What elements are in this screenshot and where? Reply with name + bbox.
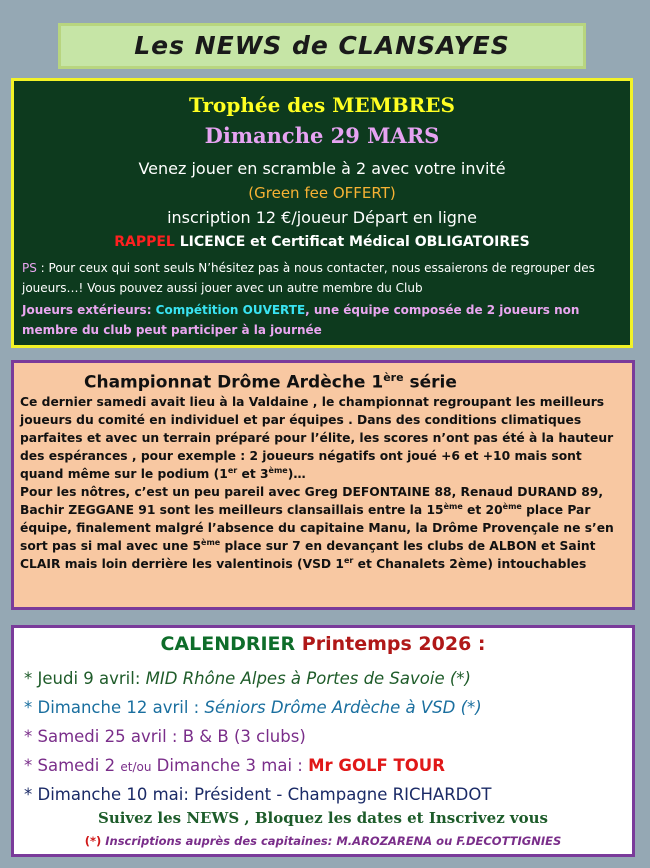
ps-label: PS: [22, 261, 37, 275]
championship-panel: [11, 360, 635, 610]
trophy-inscription: inscription 12 €/joueur Départ en ligne: [167, 208, 477, 227]
calendar-item-date: * Samedi 25 avril :: [24, 727, 183, 746]
calendar-item: [24, 664, 491, 693]
champ-p2-mid1: et 20: [462, 503, 503, 517]
page-title: Les NEWS de CLANSAYES: [134, 31, 510, 60]
championship-text: [20, 393, 628, 573]
note-mark: (*): [84, 834, 102, 848]
champ-p2-mid3: place sur 7 en devançant les clubs de ALBON et Saint CLAIR mais loin derrière les valentinois (VSD 1: [20, 539, 596, 571]
championship-title-sup: ère: [383, 371, 404, 384]
calendar-panel: [11, 625, 635, 857]
calendar-title-a: CALENDRIER: [160, 633, 302, 655]
calendar-item-event: B & B (3 clubs): [182, 727, 306, 746]
trophy-title: Trophée des MEMBRES: [189, 93, 455, 117]
ps-text: : Pour ceux qui sont seuls N’hésitez pas à nous contacter, nous essaierons de regrouper des joueurs…! Vous pouvez aussi jouer avec un autre membre du Club: [22, 261, 595, 295]
calendar-item-date2: Dimanche 3 mai :: [151, 756, 309, 775]
calendar-item-event: MID Rhône Alpes à Portes de Savoie (*): [145, 669, 471, 688]
calendar-item: [24, 780, 491, 809]
calendar-item: [24, 693, 491, 722]
calendar-item-event: Mr GOLF TOUR: [308, 756, 445, 775]
rappel-text: LICENCE et Certificat Médical OBLIGATOIRES: [174, 234, 530, 250]
calendar-title-b: Printemps 2026 :: [301, 633, 486, 655]
calendar-item-event: Président - Champagne RICHARDOT: [194, 785, 492, 804]
champ-p1: Ce dernier samedi avait lieu à la Valdaine , le championnat regroupant les meilleurs joueurs du comité en individuel et par équipes . Dans des conditions climatiques parfaites et avec un terrain préparé pour l’élite, les scores n’ont pas été à la hauteur des espérances , pour exemple : 2 joueurs négatifs ont joué +6 et +10 mais sont quand même sur le podium (1: [20, 395, 614, 481]
ext-label: Joueurs extérieurs:: [22, 303, 152, 317]
championship-title: [84, 371, 457, 393]
trophy-date: Dimanche 29 MARS: [204, 123, 440, 148]
calendar-item-event: Séniors Drôme Ardèche à VSD (*): [204, 698, 482, 717]
calendar-item-date: * Dimanche 12 avril :: [24, 698, 205, 717]
champ-p2: Pour les nôtres, c’est un peu pareil avec Greg DEFONTAINE 88, Renaud DURAND 89, Bachir ZEGGANE 91 sont les meilleurs clansaillais entre la 15: [20, 485, 603, 517]
calendar-item-date: * Dimanche 10 mai:: [24, 785, 195, 804]
calendar-list: [24, 664, 491, 809]
rappel-label: RAPPEL: [114, 234, 175, 250]
trophy-invite: Venez jouer en scramble à 2 avec votre invité: [138, 159, 506, 178]
champ-p2-sup2: ème: [502, 501, 522, 511]
inscription-note: [14, 834, 632, 848]
champ-p2-mid2: place Par équipe, finalement malgré l’absence du capitaine Manu, la Drôme Provençale ne s’en sort pas si mal avec une 5: [20, 503, 614, 553]
championship-title-end: série: [403, 372, 457, 393]
champ-p1-sup2: ème: [268, 465, 288, 475]
trophy-panel: [11, 78, 633, 348]
note-text: Inscriptions auprès des capitaines: M.AROZARENA ou F.DECOTTIGNIES: [101, 834, 562, 848]
ext-text: , une équipe composée de 2 joueurs non membre du club peut participer à la journée: [22, 303, 580, 337]
champ-p2-sup1: ème: [443, 501, 463, 511]
champ-p1-sup1: er: [227, 465, 238, 475]
trophy-ps: [22, 258, 622, 298]
calendar-title: [14, 633, 632, 655]
calendar-item-date: * Samedi 2: [24, 756, 121, 775]
trophy-rappel: [14, 234, 630, 250]
champ-p2-end: et Chanalets 2ème) intouchables: [353, 557, 587, 571]
calendar-item-andor: et/ou: [120, 760, 152, 774]
championship-title-text: Championnat Drôme Ardèche 1: [84, 372, 384, 393]
news-title-banner: [58, 23, 586, 69]
trophy-green-fee: (Green fee OFFERT): [248, 184, 396, 202]
calendar-item: [24, 751, 491, 780]
ext-open: Compétition OUVERTE: [151, 303, 306, 317]
calendar-item: [24, 722, 491, 751]
calendar-item-date: * Jeudi 9 avril:: [24, 669, 146, 688]
champ-p2-sup3: ème: [201, 537, 221, 547]
champ-p1-mid: et 3: [237, 467, 269, 481]
follow-news-line: Suivez les NEWS , Bloquez les dates et Inscrivez vous: [97, 809, 548, 827]
trophy-external-players: [22, 300, 622, 340]
champ-p1-end: )…: [287, 467, 306, 481]
champ-p2-sup4: er: [343, 555, 354, 565]
